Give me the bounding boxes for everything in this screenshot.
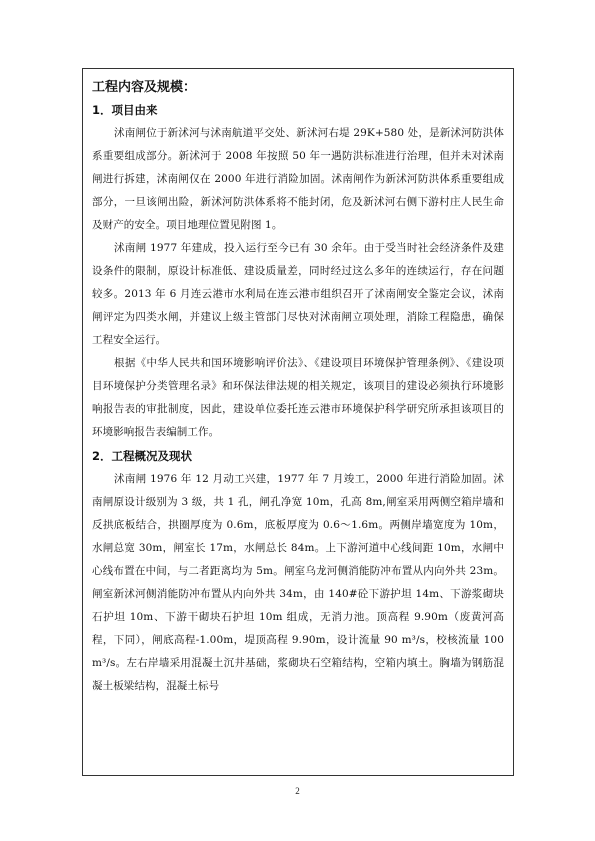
content-cell [92, 78, 504, 698]
section1-paragraph-1: 沭南闸位于新沭河与沭南航道平交处、新沭河右堤 29K+580 处，是新沭河防洪体系重要组成部分。新沭河于 2008 年按照 50 年一遇防洪标准进行治理，但并未对沭南闸进行拆建，沭南闸仅在 2000 年进行消险加固。沭南闸作为新沭河防洪体系重要组成部分，一旦该闸出险，新沭河防洪体系将不能封闭，危及新沭河右侧下游村庄人民生命及财产的安全。项目地理位置见附图 1。 [92, 127, 504, 231]
section-title: 工程内容及规模： [92, 80, 197, 95]
page-number: 2 [295, 786, 300, 796]
section2-heading: 2．工程概况及现状 [92, 449, 193, 463]
section1-paragraph-3: 根据《中华人民共和国环境影响评价法》、《建设项目环境保护管理条例》、《建设项目环境保护分类管理名录》和环保法律法规的相关规定，该项目的建设必须执行环境影响报告表的审批制度，因此，建设单位委托连云港市环境保护科学研究所承担该项目的环境影响报告表编制工作。 [92, 357, 504, 438]
section1-heading: 1．项目由来 [92, 103, 158, 117]
section1-paragraph-2: 沭南闸 1977 年建成，投入运行至今已有 30 余年。由于受当时社会经济条件及建设条件的限制，原设计标准低、建设质量差，同时经过这么多年的连续运行，存在问题较多。2013 年 6 月连云港市水利局在连云港市组织召开了沭南闸安全鉴定会议，沭南闸评定为四类水闸，并建议上级主管部门尽快对沭南闸立项处理，消除工程隐患，确保工程安全运行。 [92, 242, 504, 346]
section2-paragraph: 沭南闸 1976 年 12 月动工兴建，1977 年 7 月竣工，2000 年进行消险加固。沭南闸原设计级别为 3 级，共 1 孔，闸孔净宽 10m，孔高 8m,闸室采用两侧空箱岸墙和反拱底板结合，拱圈厚度为 0.6m，底板厚度为 0.6～1.6m。两侧岸墙宽度为 10m，水闸总宽 30m，闸室长 17m，水闸总长 84m。上下游河道中心线间距 10m，水闸中心线布置在中间，与二者距离均为 5m。闸室乌龙河侧消能防冲布置从内向外共 23m。闸室新沭河侧消能防冲布置从内向外共 34m，由 140#砼下游护坦 14m、下游浆砌块石护坦 10m、下游干砌块石护坦 10m 组成，无消力池。顶高程 9.90m（废黄河高程，下同），闸底高程-1.00m，堤顶高程 9.90m，设计流量 90 m³/s，校核流量 100 m³/s。左右岸墙采用混凝土沉井基础，浆砌块石空箱结构，空箱内填土。胸墙为钢筋混凝土板梁结构，混凝土标号 [92, 473, 504, 692]
content-table [82, 68, 514, 776]
